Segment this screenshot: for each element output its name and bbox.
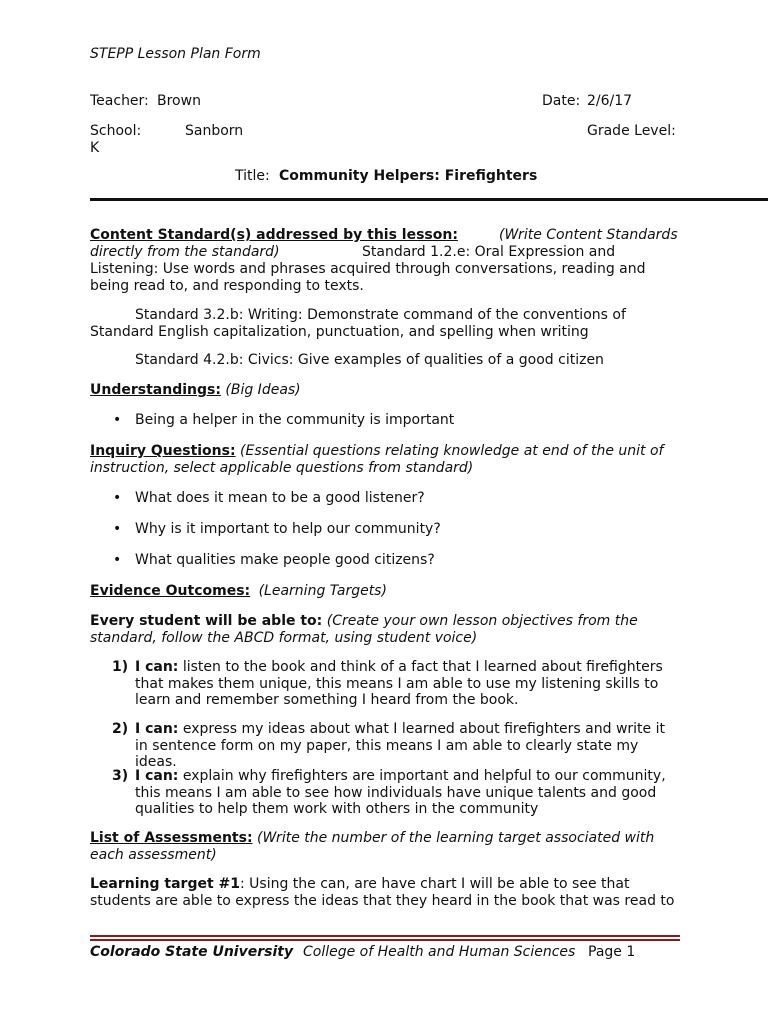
content-standards-note-b: directly from the standard) [90,244,280,260]
assessments-note: (Write the number of the learning target associated with each assessment) [90,830,655,863]
understanding-item: Being a helper in the community is important [135,412,455,428]
bullet-icon: • [113,521,122,537]
target-text: express my ideas about what I learned about firefighters and write it in sentence form on my paper, this means I am able to clearly state my ideas. [135,721,665,770]
target-text: listen to the book and think of a fact that I learned about firefighters that makes them unique, this means I am able to use my listening skills to learn and remember something I heard from the book. [135,659,663,708]
footer-page-number: Page 1 [588,944,636,960]
grade-value: K [90,140,100,156]
grade-label: Grade Level: [587,123,676,139]
footer-university: Colorado State University [90,944,294,960]
understandings-heading: Understandings: [90,382,221,398]
target-number: 1) [112,659,129,675]
date-value: 2/6/17 [587,93,633,109]
lt1-label: Learning target #1 [90,876,240,892]
bullet-icon: • [113,552,122,568]
footer-rule-top [90,935,680,937]
lesson-title: Community Helpers: Firefighters [279,168,538,184]
header-divider [90,198,768,201]
evidence-heading: Evidence Outcomes: [90,583,251,599]
school-value: Sanborn [185,123,244,139]
learning-target-1-assessment [90,876,680,909]
content-standards-heading: Content Standard(s) addressed by this lesson: [90,227,458,243]
every-student-label: Every student will be able to: [90,613,323,629]
standard-1-text: Listening: Use words and phrases acquired through conversations, reading and being read to, and responding to texts. [90,261,646,294]
footer-college: College of Health and Human Sciences [303,944,576,960]
title-label: Title: [235,168,270,184]
bullet-icon: • [113,490,122,506]
teacher-value: Brown [157,93,201,109]
target-number: 2) [112,721,129,737]
form-title: STEPP Lesson Plan Form [90,46,261,62]
learning-target-2 [135,721,680,771]
assessments-block [90,830,680,863]
inquiry-item: Why is it important to help our community? [135,521,441,537]
every-student-note: (Create your own lesson objectives from the standard, follow the ABCD format, using student voice) [90,613,638,646]
target-lead: I can: [135,659,179,675]
bullet-icon: • [113,412,122,428]
target-lead: I can: [135,721,179,737]
inquiry-block [90,443,680,476]
teacher-label: Teacher: [90,93,149,109]
target-number: 3) [112,768,129,784]
evidence-line [90,583,387,599]
evidence-note: (Learning Targets) [258,583,387,599]
every-student-block [90,613,680,646]
target-text: explain why firefighters are important and helpful to our community, this means I am able to see how individuals have unique talents and good qualities to help them work with others in the community [135,768,666,817]
inquiry-note: (Essential questions relating knowledge at end of the unit of instruction, select applicable questions from standard) [90,443,664,476]
date-label: Date: [542,93,581,109]
inquiry-heading: Inquiry Questions: [90,443,236,459]
assessments-heading: List of Assessments: [90,830,253,846]
lt1-text: : Using the can, are have chart I will be able to see that students are able to express the ideas that they heard in the book that was read to [90,876,675,909]
understandings-line [90,382,301,398]
target-lead: I can: [135,768,179,784]
content-standards-note-a: (Write Content Standards [499,227,678,243]
standard-3-text: Standard 4.2.b: Civics: Give examples of qualities of a good citizen [135,352,604,368]
standard-1-first-line: Standard 1.2.e: Oral Expression and [362,244,616,260]
understandings-note: (Big Ideas) [225,382,301,398]
school-label: School: [90,123,142,139]
learning-target-1 [135,659,680,709]
footer-rule-bottom [90,939,680,941]
inquiry-item: What qualities make people good citizens? [135,552,435,568]
inquiry-item: What does it mean to be a good listener? [135,490,425,506]
learning-target-3 [135,768,680,818]
standard-2-text: Standard 3.2.b: Writing: Demonstrate command of the conventions of Standard English capitalization, punctuation, and spelling when writing [90,307,626,340]
